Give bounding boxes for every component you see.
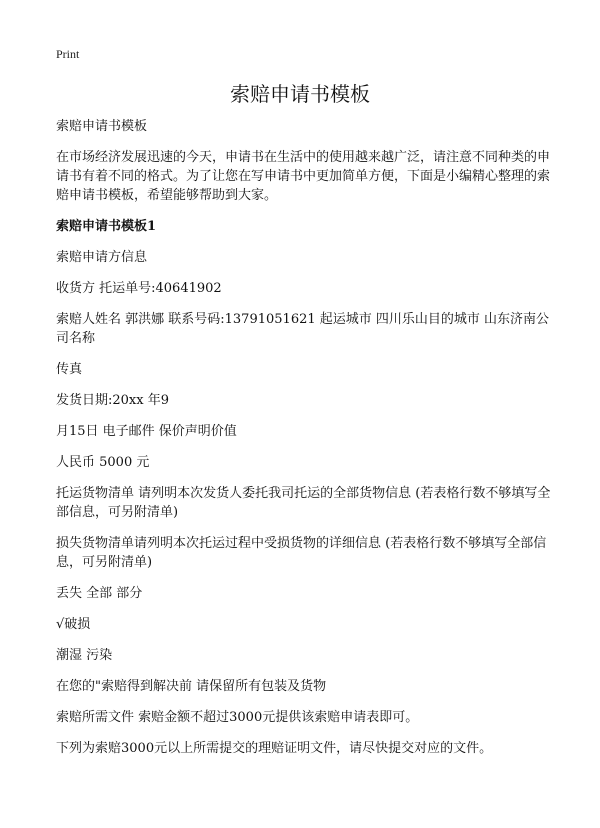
- paragraph-consignee: 收货方 托运单号:40641902: [56, 281, 222, 296]
- paragraph-lost-options: 丢失 全部 部分: [56, 586, 143, 601]
- document-body: [56, 117, 556, 770]
- paragraph-amount: 人民币 5000 元: [56, 455, 150, 470]
- paragraph-required-docs: 索赔所需文件 索赔金额不超过3000元提供该索赔申请表即可。: [56, 710, 419, 725]
- paragraph-email-insured: 月15日 电子邮件 保价声明价值: [56, 424, 237, 439]
- page-title: 索赔申请书模板: [230, 82, 370, 106]
- paragraph-keep-packaging: 在您的"索赔得到解决前 请保留所有包装及货物: [56, 679, 327, 694]
- paragraph-damaged-list: 损失货物清单请列明本次托运过程中受损货物的详细信息 (若表格行数不够填写全部信息，可另附清单): [56, 536, 547, 570]
- print-link[interactable]: Print: [56, 47, 80, 61]
- paragraph-damaged-check: √破损: [56, 617, 91, 632]
- paragraph-ship-date: 发货日期:20xx 年9: [56, 393, 169, 408]
- paragraph-over-3000: 下列为索赔3000元以上所需提交的理赔证明文件，请尽快提交对应的文件。: [56, 741, 493, 756]
- paragraph-claimant-info: 索赔申请方信息: [56, 250, 148, 265]
- paragraph-intro-heading: 索赔申请书模板: [56, 119, 148, 134]
- paragraph-wet-stain: 潮湿 污染: [56, 648, 113, 663]
- paragraph-goods-list: 托运货物清单 请列明本次发货人委托我司托运的全部货物信息 (若表格行数不够填写全部信息，可另附清单): [56, 486, 551, 520]
- section-heading-template-1: 索赔申请书模板1: [56, 219, 157, 234]
- paragraph-fax: 传真: [56, 362, 83, 377]
- paragraph-intro: 在市场经济发展迅速的今天，申请书在生活中的使用越来越广泛，请注意不同种类的申请书有着不同的格式。为了让您在写申请书中更加简单方便，下面是小编精心整理的索赔申请书模板，希望能够帮助到大家。: [56, 150, 551, 203]
- paragraph-claimant-details: 索赔人姓名 郭洪娜 联系号码:13791051621 起运城市 四川乐山目的城市 山东济南公司名称: [56, 312, 550, 346]
